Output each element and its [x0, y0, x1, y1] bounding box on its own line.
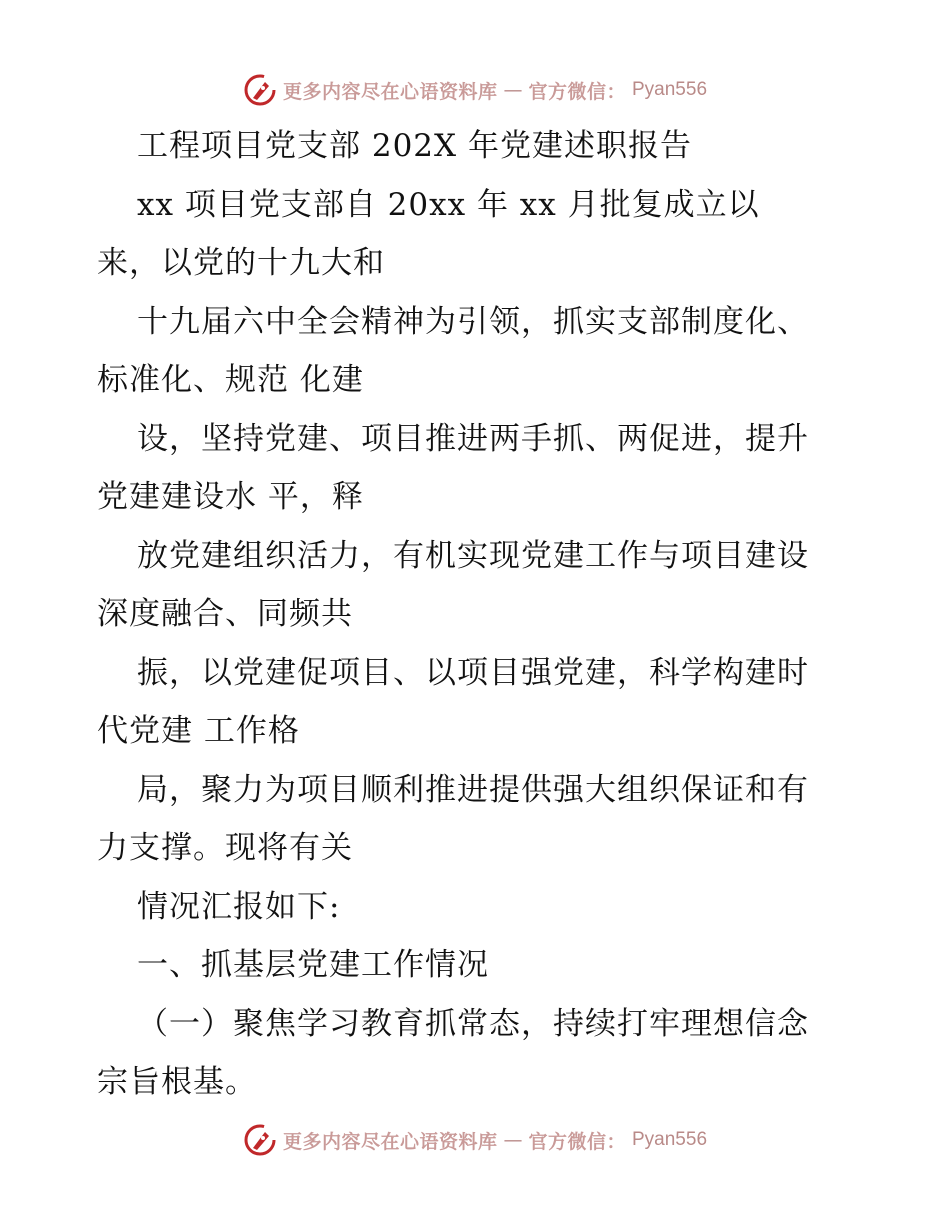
watermark-brand-text: 更多内容尽在心语资料库: [282, 80, 498, 103]
paragraph-line: 力支撑。现将有关: [97, 830, 353, 866]
paragraph-line: 来，以党的十九大和: [97, 245, 385, 281]
section-heading: 一、抓基层党建工作情况: [137, 947, 489, 983]
paragraph-line: 党建建设水 平，释: [97, 479, 364, 515]
watermark-wechat-id: Pyan556: [632, 1129, 708, 1150]
watermark-wechat-label: 官方微信：: [528, 1130, 626, 1153]
watermark-header: [0, 70, 950, 110]
paragraph-line: 振，以党建促项目、以项目强党建，科学构建时: [137, 655, 809, 691]
paragraph-line: 十九届六中全会精神为引领，抓实支部制度化、: [137, 304, 809, 340]
paragraph-line: 放党建组织活力，有机实现党建工作与项目建设: [137, 538, 809, 574]
watermark-wechat-label: 官方微信：: [528, 80, 626, 103]
subsection-heading: （一）聚焦学习教育抓常态，持续打牢理想信念: [137, 1006, 809, 1042]
paragraph-line: 情况汇报如下:: [137, 889, 341, 925]
paragraph-line: 标准化、规范 化建: [97, 362, 364, 398]
watermark-footer: [0, 1120, 950, 1160]
paragraph-line: 局，聚力为项目顺利推进提供强大组织保证和有: [137, 772, 809, 808]
watermark-brand-text: 更多内容尽在心语资料库: [282, 1130, 498, 1153]
pen-nib-logo-icon: [243, 1123, 277, 1157]
watermark-separator: —: [503, 79, 523, 101]
paragraph-line: 深度融合、同频共: [97, 596, 353, 632]
paragraph-line: 代党建 工作格: [97, 713, 300, 749]
paragraph-line: 宗旨根基。: [97, 1064, 257, 1100]
watermark-wechat-id: Pyan556: [632, 79, 708, 100]
document-title: 工程项目党支部 202X 年党建述职报告: [137, 128, 692, 164]
paragraph-line: xx 项目党支部自 20xx 年 xx 月批复成立以: [137, 187, 760, 223]
pen-nib-logo-icon: [243, 73, 277, 107]
paragraph-line: 设，坚持党建、项目推进两手抓、两促进，提升: [137, 421, 809, 457]
watermark-separator: —: [503, 1129, 523, 1151]
